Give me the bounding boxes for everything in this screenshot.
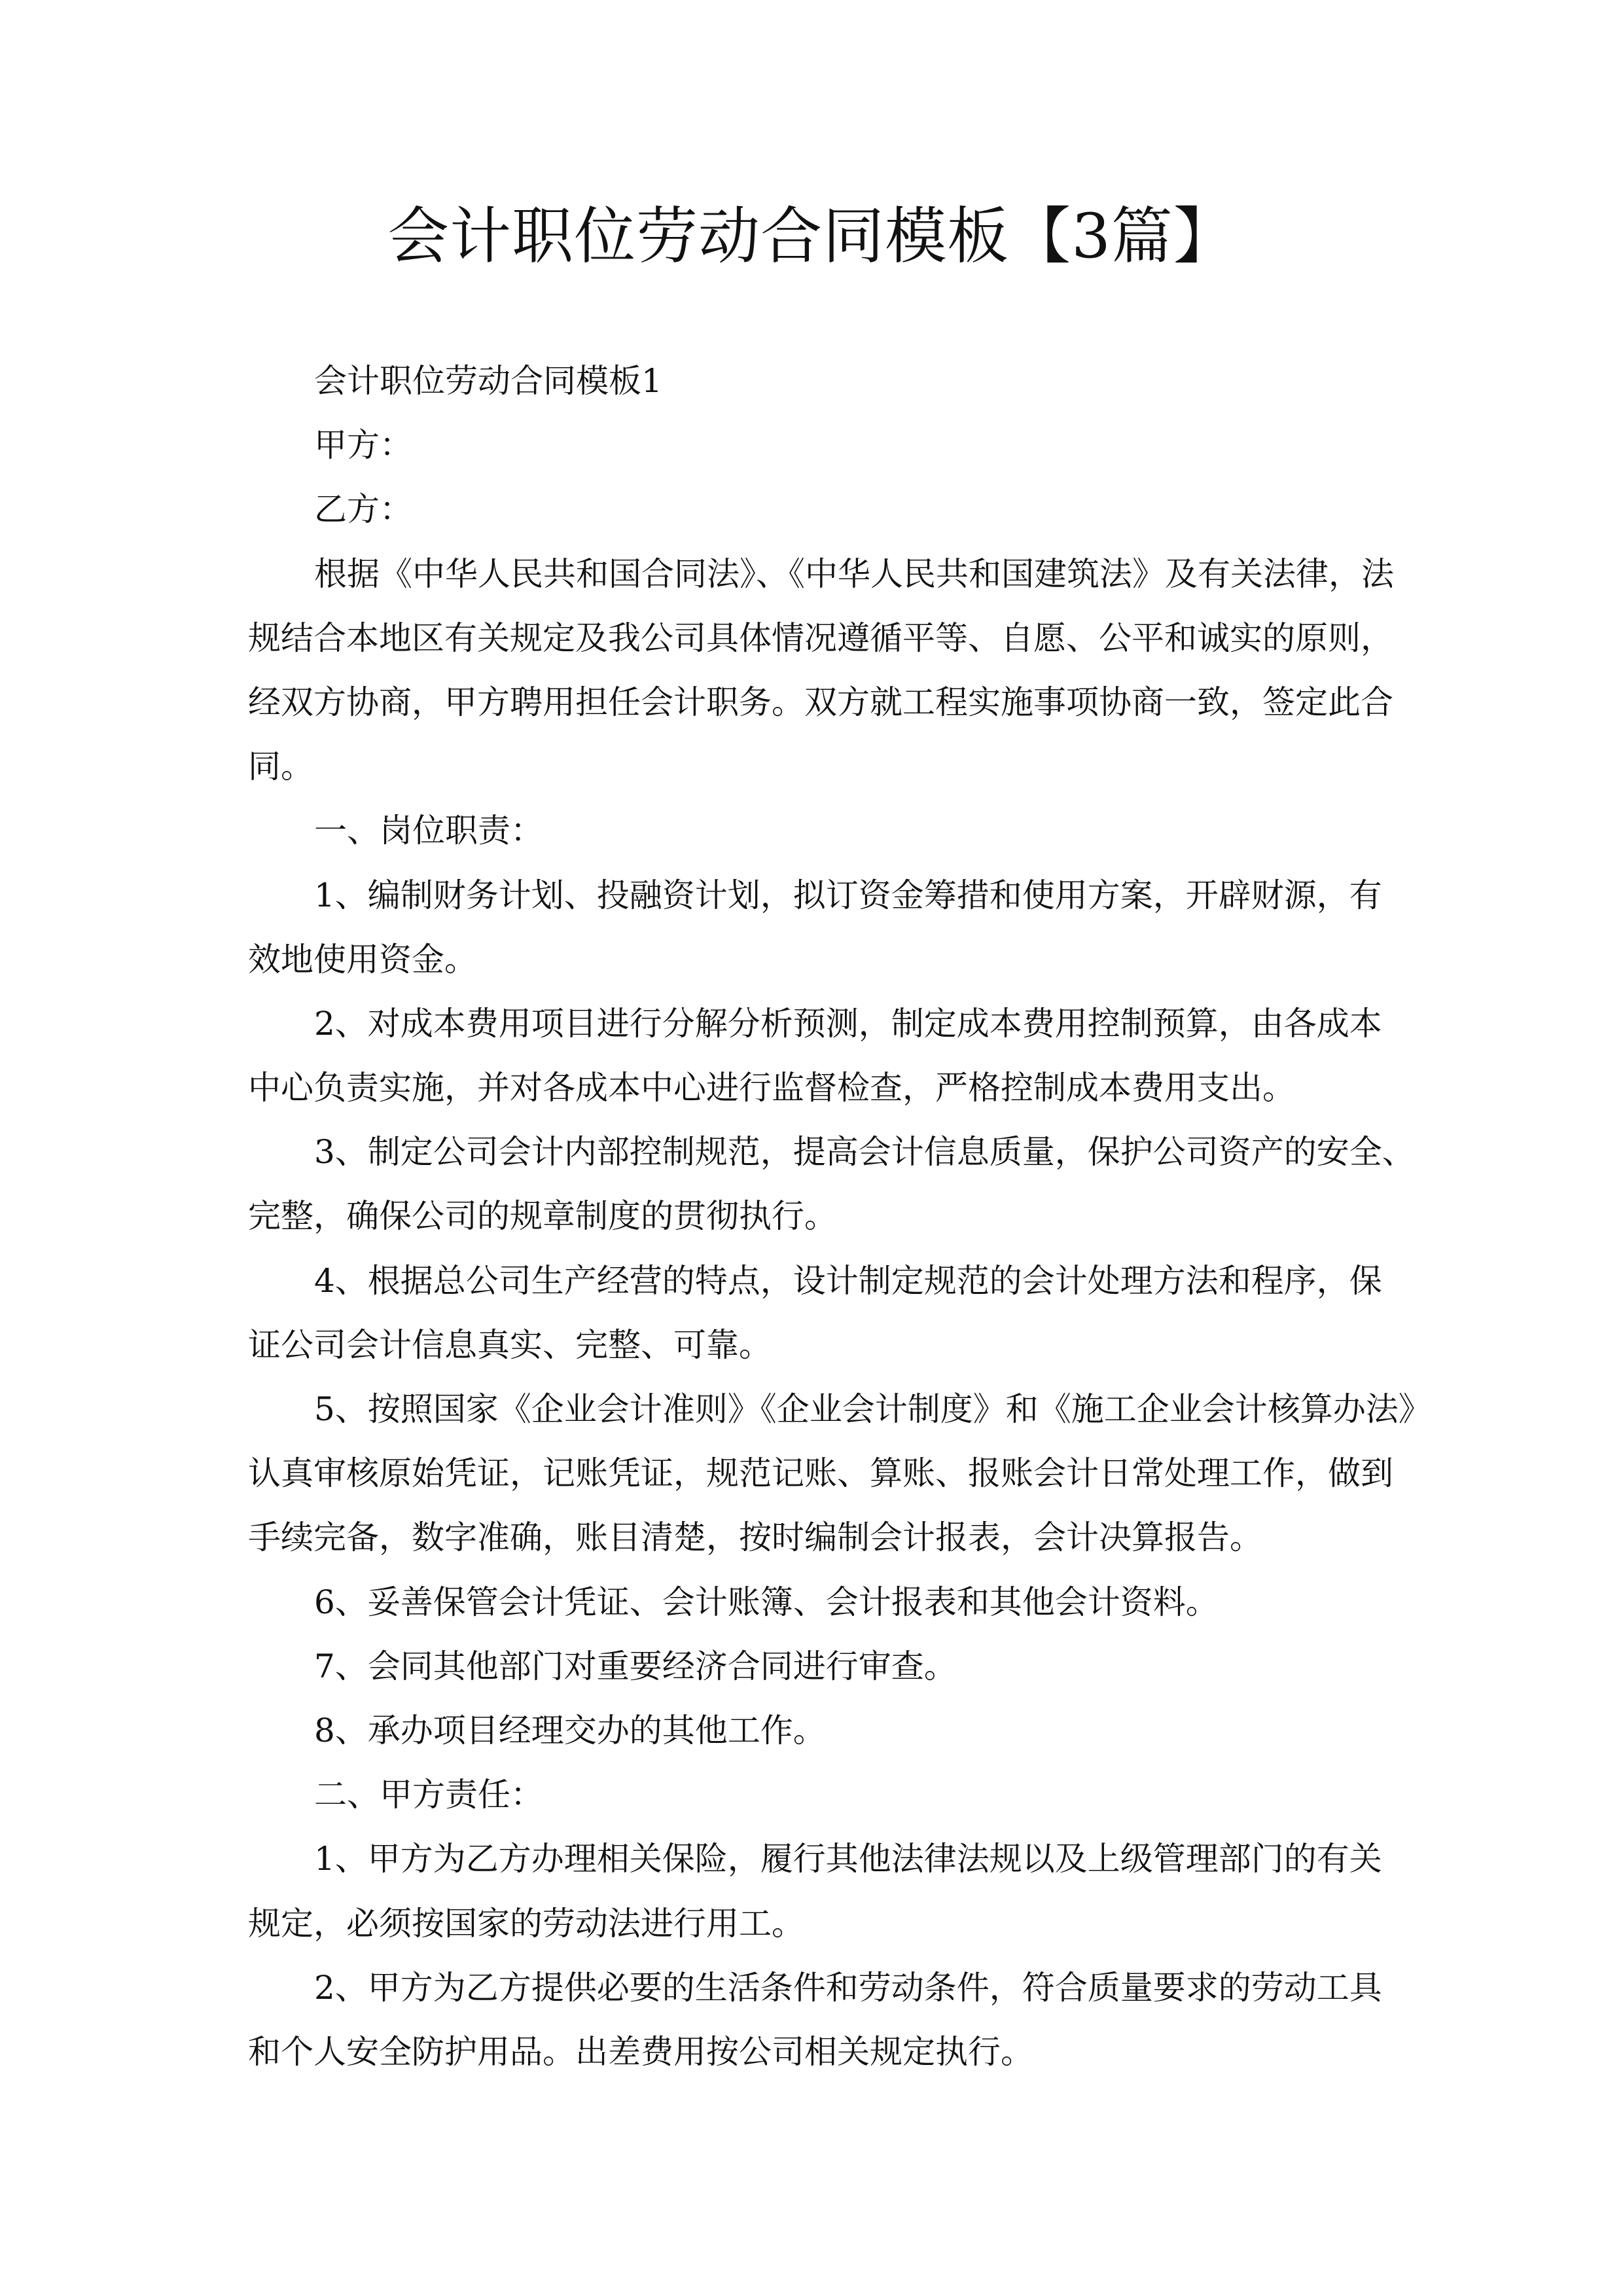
- text-line: 根据《中华人民共和国合同法》、《中华人民共和国建筑法》及有关法律，法: [314, 554, 1394, 593]
- text-line: 规定，必须按国家的劳动法进行用工。: [248, 1904, 804, 1943]
- text-line: 8、承办项目经理交办的其他工作。: [314, 1711, 826, 1749]
- text-line: 乙方：: [314, 490, 412, 529]
- text-line: 一、岗位职责：: [314, 812, 543, 850]
- text-line: 4、根据总公司生产经营的特点，设计制定规范的会计处理方法和程序，保: [314, 1261, 1382, 1300]
- text-line: 完整，确保公司的规章制度的贯彻执行。: [248, 1197, 837, 1236]
- text-line: 2、甲方为乙方提供必要的生活条件和劳动条件，符合质量要求的劳动工具: [314, 1968, 1382, 2007]
- text-line: 手续完备，数字准确，账目清楚，按时编制会计报表，会计决算报告。: [248, 1518, 1262, 1557]
- text-line: 会计职位劳动合同模板1: [314, 362, 662, 400]
- text-line: 二、甲方责任：: [314, 1776, 543, 1814]
- document-body: [248, 349, 1431, 2084]
- text-line: 甲方：: [314, 426, 412, 465]
- text-line: 和个人安全防护用品。出差费用按公司相关规定执行。: [248, 2032, 1033, 2071]
- text-line: 效地使用资金。: [248, 940, 477, 978]
- text-line: 1、编制财务计划、投融资计划，拟订资金筹措和使用方案，开辟财源，有: [314, 876, 1382, 914]
- text-line: 6、妥善保管会计凭证、会计账簿、会计报表和其他会计资料。: [314, 1583, 1219, 1621]
- text-line: 5、按照国家《企业会计准则》《企业会计制度》和《施工企业会计核算办法》: [314, 1390, 1431, 1428]
- text-line: 1、甲方为乙方办理相关保险，履行其他法律法规以及上级管理部门的有关: [314, 1840, 1382, 1878]
- text-line: 3、制定公司会计内部控制规范，提高会计信息质量，保护公司资产的安全、: [314, 1133, 1415, 1172]
- text-line: 规结合本地区有关规定及我公司具体情况遵循平等、自愿、公平和诚实的原则，: [248, 619, 1393, 657]
- text-line: 同。: [248, 747, 313, 786]
- text-line: 经双方协商，甲方聘用担任会计职务。双方就工程实施事项协商一致，签定此合: [248, 683, 1393, 721]
- text-line: 2、对成本费用项目进行分解分析预测，制定成本费用控制预算，由各成本: [314, 1004, 1382, 1043]
- text-line: 7、会同其他部门对重要经济合同进行审查。: [314, 1647, 957, 1685]
- text-line: 认真审核原始凭证，记账凭证，规范记账、算账、报账会计日常处理工作，做到: [248, 1454, 1393, 1493]
- text-line: 证公司会计信息真实、完整、可靠。: [248, 1325, 772, 1364]
- document-title: 会计职位劳动合同模板【3篇】: [387, 201, 1236, 272]
- text-line: 中心负责实施，并对各成本中心进行监督检查，严格控制成本费用支出。: [248, 1069, 1295, 1107]
